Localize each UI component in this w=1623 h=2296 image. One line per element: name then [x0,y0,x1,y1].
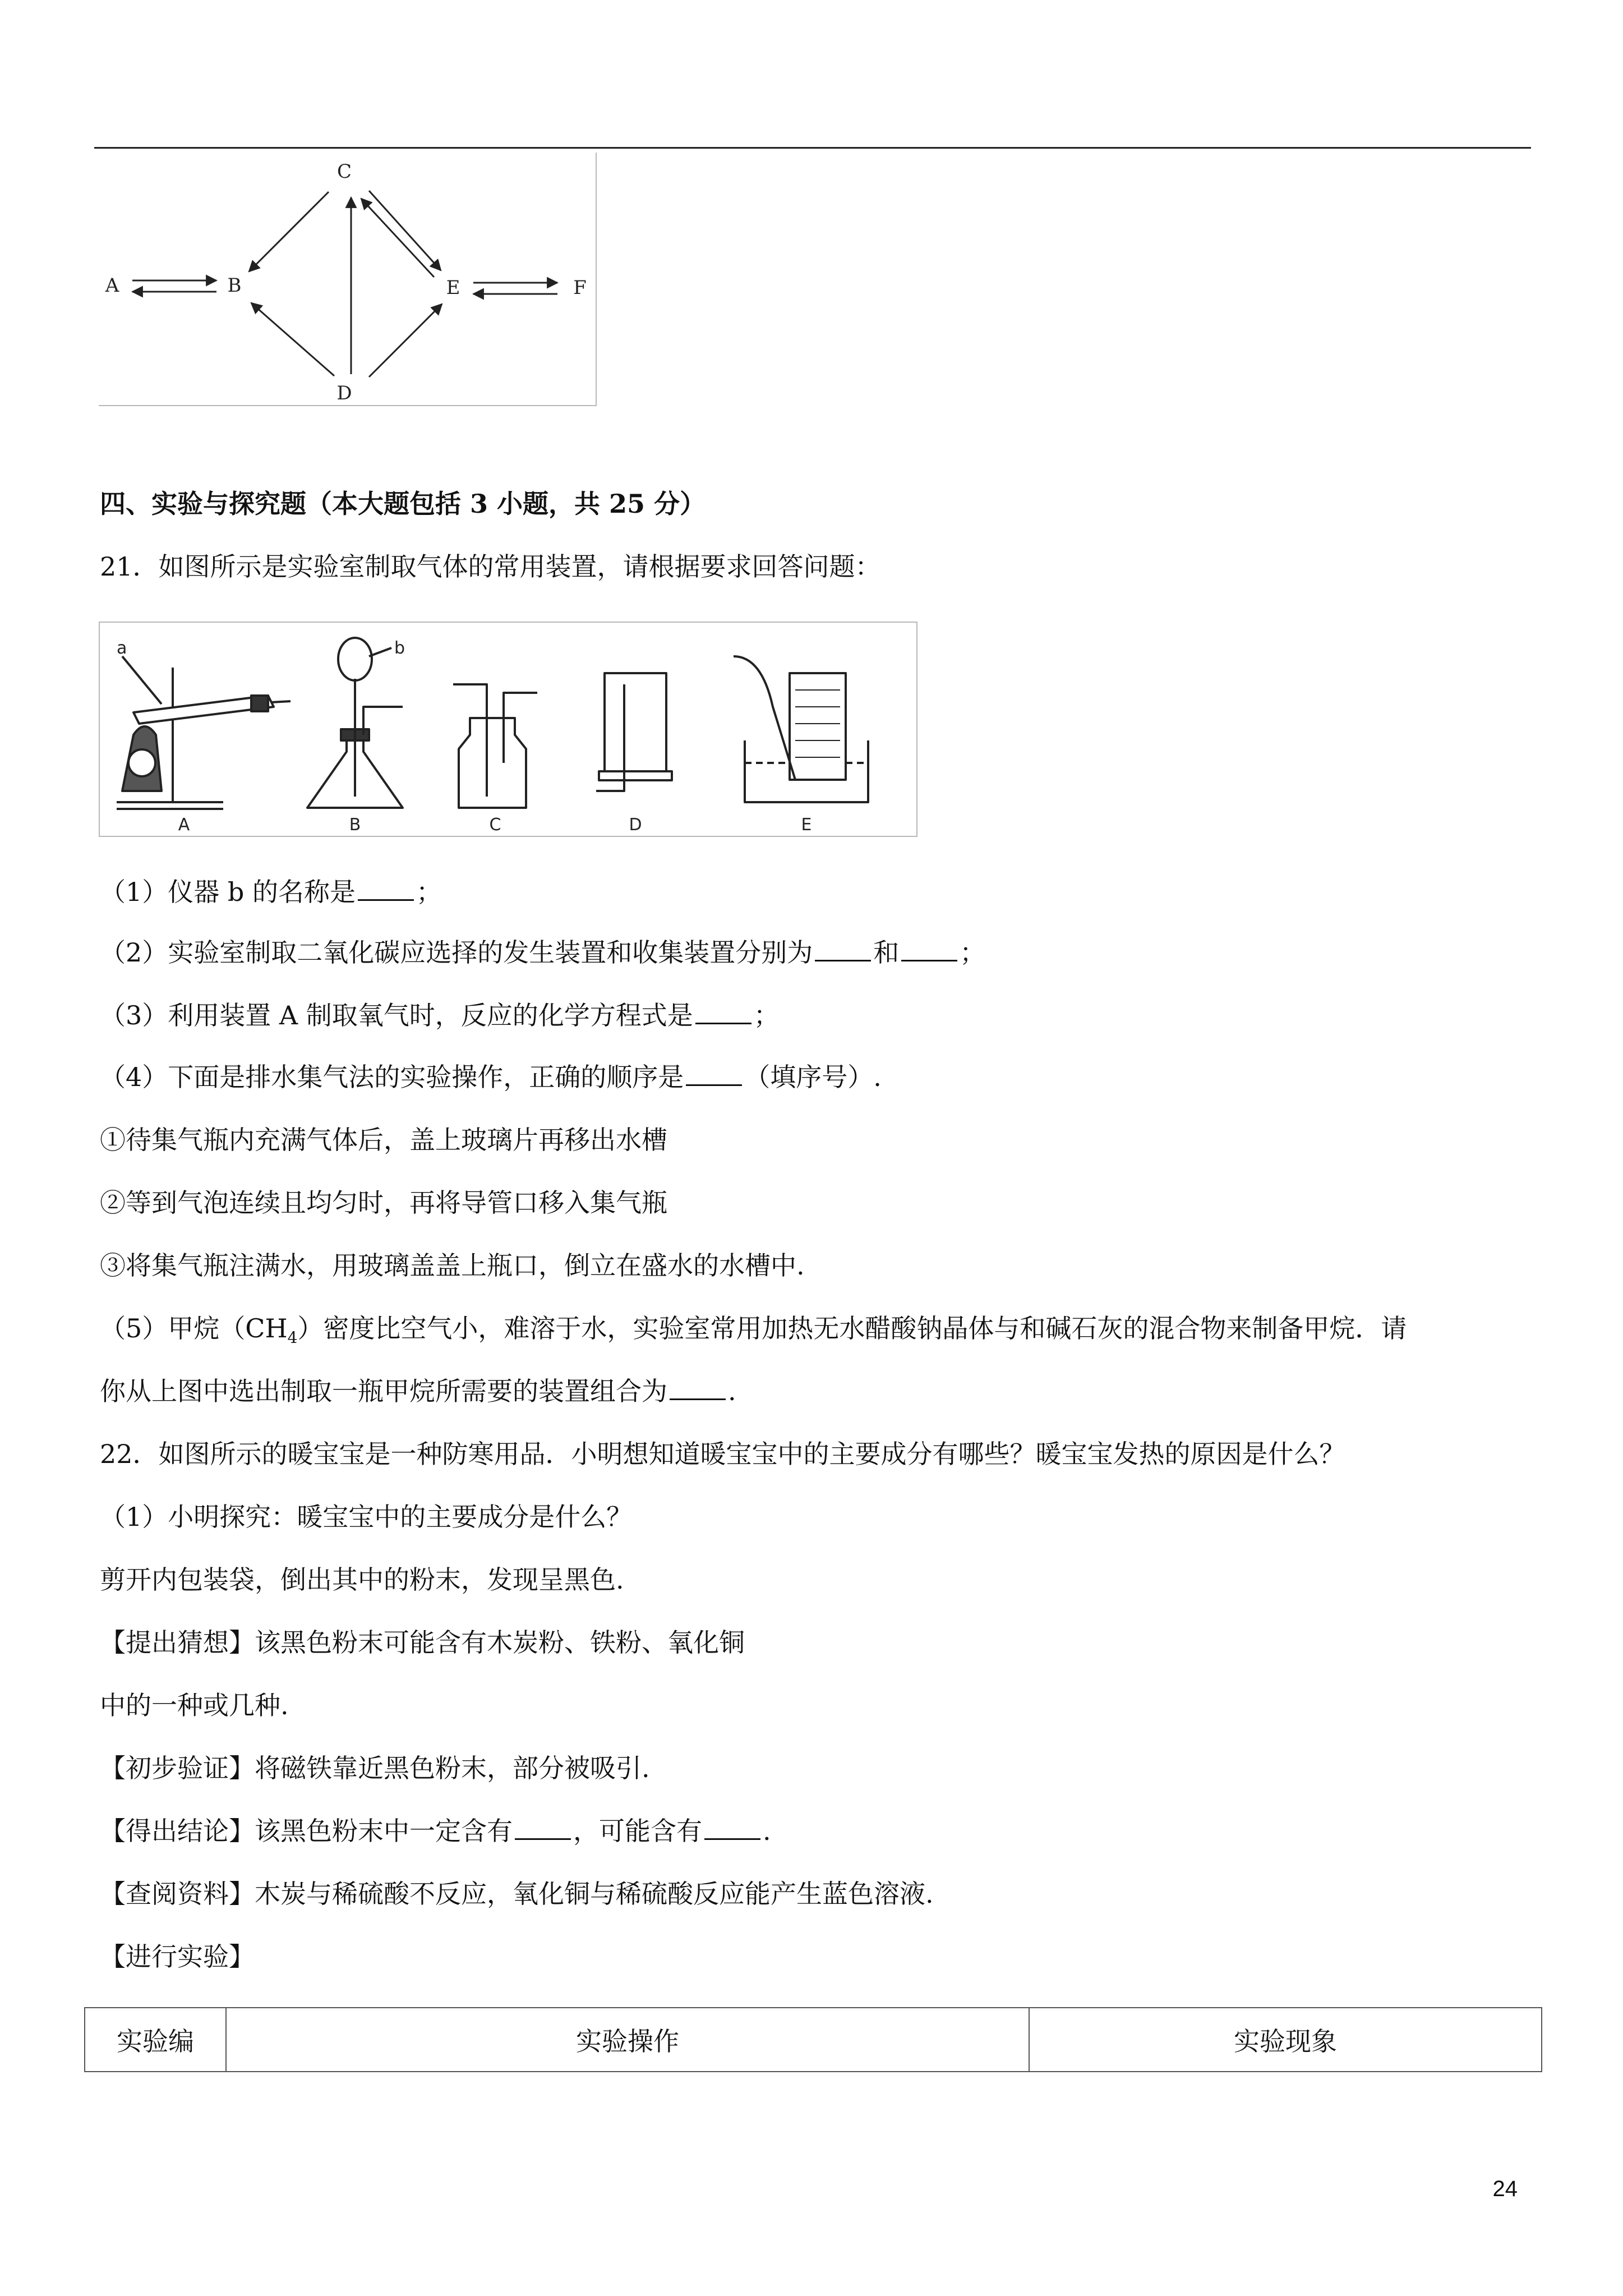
q21-part5-line2: 你从上图中选出制取一瓶甲烷所需要的装置组合为 . [100,1376,736,1406]
apparatus-a [117,656,291,809]
answer-blank[interactable] [901,937,957,961]
answer-blank[interactable] [670,1376,726,1400]
node-c: C [336,160,352,183]
q22-stem: 22．如图所示的暖宝宝是一种防寒用品．小明想知道暖宝宝中的主要成分有哪些？暖宝宝发热的原因是什么？ [100,1439,1345,1469]
apparatus-label-a: A [178,815,190,835]
answer-blank[interactable] [358,877,414,901]
q22-observation: 剪开内包装袋，倒出其中的粉末，发现呈黑色. [100,1565,624,1595]
q21-stem: 21．如图所示是实验室制取气体的常用装置，请根据要求回答问题： [100,551,881,582]
q21-part4: （4）下面是排水集气法的实验操作，正确的顺序是 （填序号）. [100,1062,882,1092]
pointer-b: b [394,638,405,658]
node-d: D [336,382,352,404]
q22-experiment-heading: 【进行实验】 [100,1941,255,1972]
q22-conclusion: 【得出结论】该黑色粉末中一定含有 ，可能含有 . [100,1816,771,1846]
header-rule [94,147,1531,149]
col-phenomenon: 实验现象 [1029,2008,1542,2072]
apparatus-label-d: D [629,815,642,835]
q21-step2: ②等到气泡连续且均匀时，再将导管口移入集气瓶 [100,1188,667,1218]
node-a: A [105,274,119,297]
table-header-row [85,2008,1542,2072]
relationship-diagram [99,153,597,406]
q22-part1: （1）小明探究：暖宝宝中的主要成分是什么？ [100,1502,633,1532]
arrow-c-to-b [249,192,329,272]
pointer-a: a [117,638,127,658]
q21-step3: ③将集气瓶注满水，用玻璃盖盖上瓶口，倒立在盛水的水槽中. [100,1250,805,1281]
page-number: 24 [1492,2177,1518,2201]
answer-blank[interactable] [704,1816,760,1840]
experiment-table [84,2007,1542,2072]
answer-blank[interactable] [815,937,871,961]
q21-step1: ①待集气瓶内充满气体后，盖上玻璃片再移出水槽 [100,1125,667,1155]
section-title: 四、实验与探究题（本大题包括 3 小题，共 25 分） [100,489,706,519]
node-f: F [573,277,587,299]
q22-reference: 【查阅资料】木炭与稀硫酸不反应，氧化铜与稀硫酸反应能产生蓝色溶液. [100,1879,934,1909]
q21-part1: （1）仪器 b 的名称是 ； [100,877,442,907]
node-b: B [227,274,242,297]
apparatus-c [453,684,537,808]
col-experiment-no: 实验编 [85,2008,226,2072]
q21-part2: （2）实验室制取二氧化碳应选择的发生装置和收集装置分别为 和 ； [100,937,986,968]
arrow-c-to-e [369,191,441,270]
arrow-d-to-b [251,303,334,376]
q22-hypothesis: 【提出猜想】该黑色粉末可能含有木炭粉、铁粉、氧化铜 [100,1627,745,1658]
apparatus-label-b: B [349,815,361,835]
answer-blank[interactable] [695,1000,751,1024]
apparatus-b [307,638,403,808]
apparatus-d [596,673,672,791]
answer-blank[interactable] [515,1816,571,1840]
apparatus-e [734,656,868,802]
q22-verification: 【初步验证】将磁铁靠近黑色粉末，部分被吸引. [100,1753,650,1783]
apparatus-figure [99,622,917,837]
q21-part5: （5）甲烷$(CH_4)$密度比空气小，难溶于水，实验室常用加热无水醋酸钠晶体与和碱石灰的混合物来制备甲烷．请 [100,1313,1407,1347]
node-e: E [446,277,460,299]
arrow-d-to-e [369,304,442,377]
q21-part3: （3）利用装置 A 制取氧气时，反应的化学方程式是 ； [100,1000,780,1030]
answer-blank[interactable] [686,1062,742,1086]
arrow-e-to-c [361,199,434,277]
col-operation: 实验操作 [226,2008,1029,2072]
q22-hypothesis-cont: 中的一种或几种. [100,1690,289,1720]
apparatus-label-c: C [489,815,501,835]
apparatus-label-e: E [801,815,812,835]
